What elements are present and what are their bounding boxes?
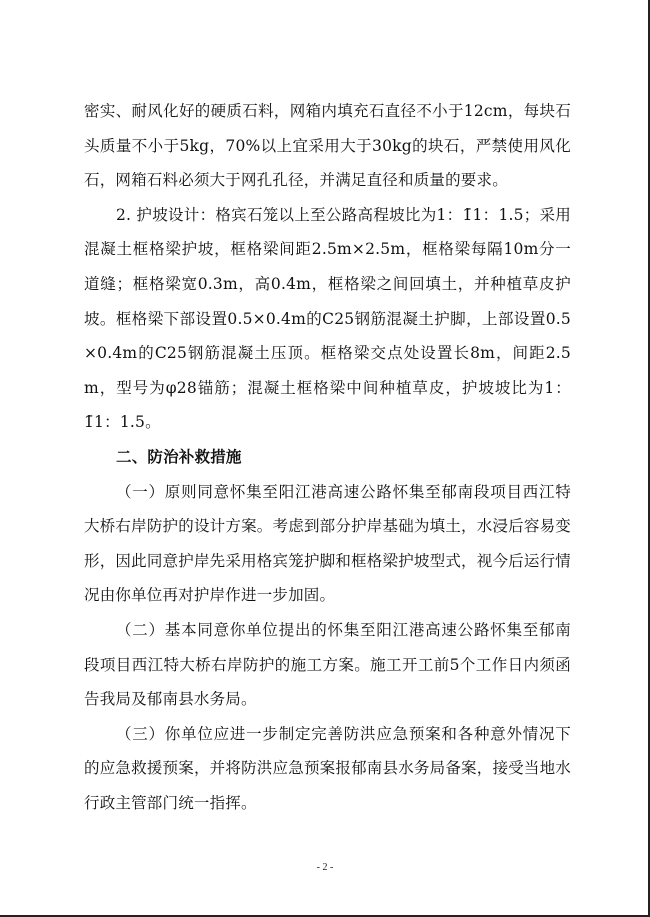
section-heading-remedial-measures: 二、防治补救措施 <box>116 447 242 466</box>
paragraph-stone-material: 密实、耐风化好的硬质石料，网箱内填充石直径不小于12cm，每块石头质量不小于5kg，70%以上宜采用大于30kg的块石，严禁使用风化石，网箱石料必须大于网孔孔径，并满足直径和质量的要求。 <box>84 102 571 190</box>
page-number: - 2 - <box>316 862 334 873</box>
paragraph-item-three: （三）你单位应进一步制定完善防洪应急预案和各种意外情况下的应急救援预案，并将防洪应急预案报郁南县水务局备案，接受当地水行政主管部门统一指挥。 <box>84 724 571 812</box>
paragraph-item-two: （二）基本同意你单位提出的怀集至阳江港高速公路怀集至郁南段项目西江特大桥右岸防护的施工方案。施工开工前5个工作日内须函告我局及郁南县水务局。 <box>84 620 571 709</box>
paragraph-slope-design: 2. 护坡设计：格宾石笼以上至公路高程坡比为1：1̄1：1.5；采用混凝土框格梁护坡，框格梁间距2.5m×2.5m，框格梁每隔10m分一道缝；框格梁宽0.3m，高0.4m，框格梁之间回填土，并种植草皮护坡。框格梁下部设置0.5×0.4m的C25钢筋混凝土护脚，上部设置0.5×0.4m的C25钢筋混凝土压顶。框格梁交点处设置长8m，间距2.5m，型号为φ28锚筋；混凝土框格梁中间种植草皮，护坡坡比为1：1̄1：1.5。 <box>84 205 571 432</box>
paragraph-item-one: （一）原则同意怀集至阳江港高速公路怀集至郁南段项目西江特大桥右岸防护的设计方案。考虑到部分护岸基础为填土，水浸后容易变形，因此同意护岸先采用格宾笼护脚和框格梁护坡型式，视今后运行情况由你单位再对护岸作进一步加固。 <box>84 482 571 605</box>
document-body <box>84 94 571 820</box>
